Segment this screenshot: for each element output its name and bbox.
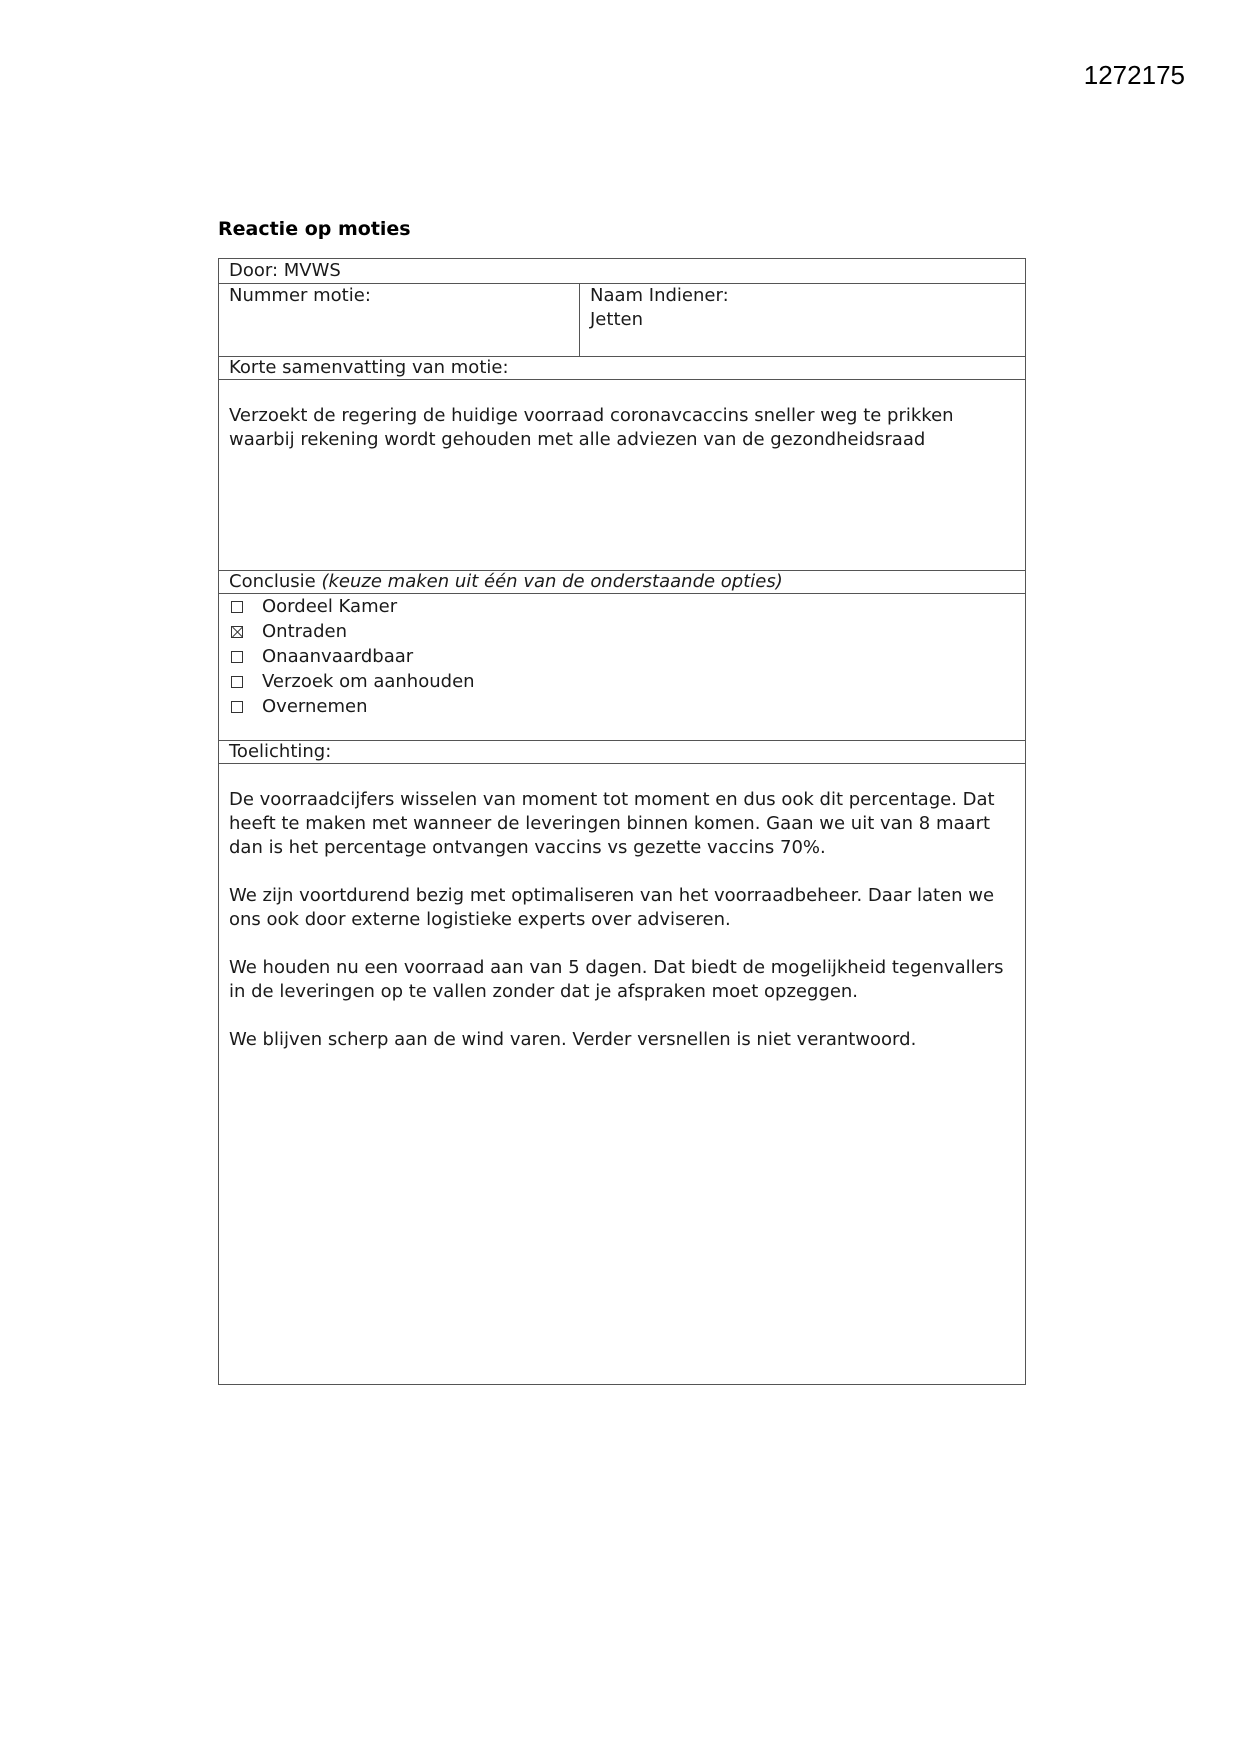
checkbox-icon[interactable] [231,701,243,713]
toelichting-header: Toelichting: [219,741,1026,764]
option-overnemen[interactable] [229,694,1015,719]
conclusie-label: Conclusie [229,571,316,592]
toelichting-paragraph: We houden nu een voorraad aan van 5 dagen. Dat biedt de mogelijkheid tegenvallers in de leveringen op te vallen zonder dat je afspraken moet opzeggen. [229,957,1004,1002]
toelichting-cell [219,764,1026,1385]
option-label: Ontraden [262,620,347,642]
indiener-label: Naam Indiener: [590,285,729,306]
conclusie-hint: (keuze maken uit één van de onderstaande opties) [321,571,783,592]
toelichting-paragraph: We zijn voortdurend bezig met optimaliseren van het voorraadbeheer. Daar laten we ons ook door externe logistieke experts over adviseren. [229,885,995,930]
door-cell: Door: MVWS [219,259,1026,284]
options-cell [219,594,1026,741]
samenvatting-header: Korte samenvatting van motie: [219,357,1026,380]
option-onaanvaardbaar[interactable] [229,644,1015,669]
checkbox-icon[interactable] [231,651,243,663]
indiener-cell [580,284,1026,357]
checkbox-icon[interactable] [231,601,243,613]
option-label: Oordeel Kamer [262,595,398,617]
conclusie-header [219,571,1026,594]
samenvatting-text: Verzoekt de regering de huidige voorraad coronavcaccins sneller weg te prikken waarbij rekening wordt gehouden met alle adviezen van de gezondheidsraad [229,405,954,450]
option-verzoek-om-aanhouden[interactable] [229,669,1015,694]
page-title: Reactie op moties [218,218,411,240]
samenvatting-cell [219,380,1026,571]
checkbox-icon[interactable] [231,676,243,688]
toelichting-paragraph: De voorraadcijfers wisselen van moment tot moment en dus ook dit percentage. Dat heeft te maken met wanneer de leveringen binnen komen. Gaan we uit van 8 maart dan is het percentage ontvangen vaccins vs gezette vaccins 70%. [229,789,995,858]
motie-form-table [218,258,1026,1385]
nummer-motie-label: Nummer motie: [229,285,371,306]
option-label: Onaanvaardbaar [262,645,414,667]
option-ontraden[interactable] [229,619,1015,644]
option-label: Overnemen [262,695,368,717]
nummer-motie-cell [219,284,580,357]
indiener-value: Jetten [590,309,643,330]
option-oordeel-kamer[interactable] [229,594,1015,619]
toelichting-paragraph: We blijven scherp aan de wind varen. Verder versnellen is niet verantwoord. [229,1029,917,1050]
document-number: 1272175 [1083,60,1185,90]
option-label: Verzoek om aanhouden [262,670,475,692]
checkbox-checked-icon[interactable] [231,626,243,638]
